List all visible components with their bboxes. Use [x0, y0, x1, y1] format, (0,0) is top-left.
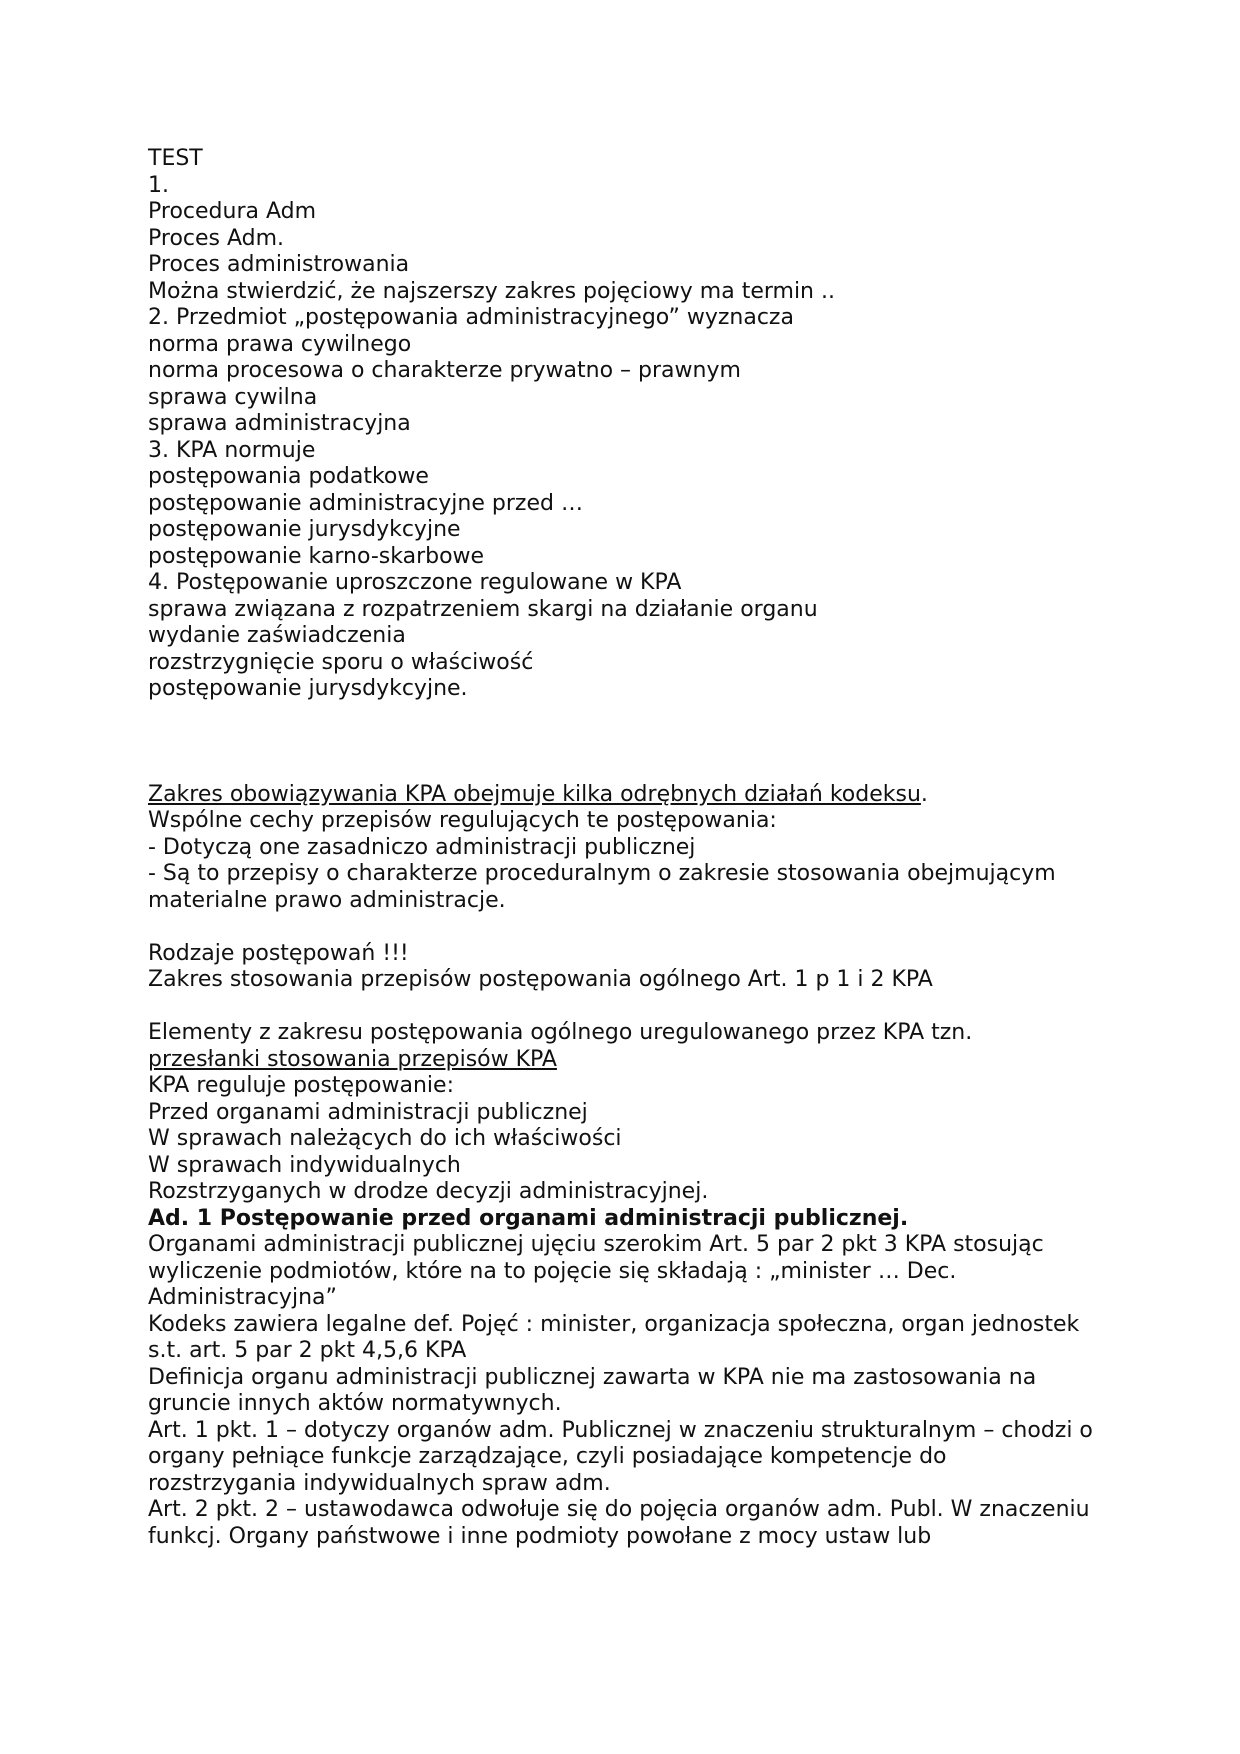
- premises-text: przesłanki stosowania przepisów KPA: [148, 1046, 557, 1072]
- premises-heading: [148, 1047, 1098, 1074]
- body-paragraph: Kodeks zawiera legalne def. Pojęć : minister, organizacja społeczna, organ jednostek s.t. art. 5 par 2 pkt 4,5,6 KPA: [148, 1311, 1080, 1363]
- list-item: W sprawach indywidualnych: [148, 1152, 461, 1178]
- list-item: Przed organami administracji publicznej: [148, 1099, 588, 1125]
- q1-number: 1.: [148, 172, 169, 198]
- body-paragraph: Definicja organu administracji publicznej zawarta w KPA nie ma zastosowania na gruncie innych aktów normatywnych.: [148, 1364, 1037, 1416]
- q2-option: norma prawa cywilnego: [148, 331, 412, 357]
- scope-heading-period: .: [920, 781, 928, 807]
- q3-question: 3. KPA normuje: [148, 437, 316, 463]
- q2-option: norma procesowa o charakterze prywatno – prawnym: [148, 358, 741, 383]
- scope-general: Zakres stosowania przepisów postępowania ogólnego Art. 1 p 1 i 2 KPA: [148, 967, 933, 992]
- q3-option: postępowania podatkowe: [148, 464, 429, 489]
- q3-option: postępowanie administracyjne przed …: [148, 490, 583, 516]
- body-paragraph: Art. 1 pkt. 1 – dotyczy organów adm. Publicznej w znaczeniu strukturalnym – chodzi o organy pełniące funkcje zarządzające, czyli posiadające kompetencje do rozstrzygania indywidualnych spraw adm.: [148, 1417, 1093, 1496]
- q1-option: Proces administrowania: [148, 252, 410, 277]
- q1-option: Procedura Adm: [148, 199, 317, 224]
- q3-option: postępowanie jurysdykcyjne: [148, 517, 461, 542]
- test-title: TEST: [148, 146, 203, 171]
- q4-question: 4. Postępowanie uproszczone regulowane w KPA: [148, 570, 682, 595]
- q4-option: sprawa związana z rozpatrzeniem skargi na działanie organu: [148, 596, 818, 622]
- ad1-heading: Ad. 1 Postępowanie przed organami administracji publicznej.: [148, 1205, 909, 1231]
- q2-option: sprawa cywilna: [148, 384, 318, 410]
- feature-item: - Są to przepisy o charakterze proceduralnym o zakresie stosowania obejmującym materialne prawo administracje.: [148, 861, 1056, 913]
- q1-option: Proces Adm.: [148, 225, 285, 251]
- body-paragraph: Organami administracji publicznej ujęciu szerokim Art. 5 par 2 pkt 3 KPA stosując wyliczenie podmiotów, które na to pojęcie się składają : „minister … Dec. Administracyjna”: [148, 1232, 1044, 1310]
- feature-item: - Dotyczą one zasadniczo administracji publicznej: [148, 834, 696, 860]
- scope-heading: [148, 782, 1098, 809]
- common-features: Wspólne cechy przepisów regulujących te postępowania:: [148, 808, 777, 833]
- body-paragraph: Art. 2 pkt. 2 – ustawodawca odwołuje się do pojęcia organów adm. Publ. W znaczeniu funkcj. Organy państwowe i inne podmioty powołane z mocy ustaw lub: [148, 1497, 1090, 1549]
- kpa-regulates: KPA reguluje postępowanie:: [148, 1073, 454, 1098]
- list-item: W sprawach należących do ich właściwości: [148, 1126, 622, 1151]
- document-page: [148, 146, 1098, 1550]
- q4-option: wydanie zaświadczenia: [148, 623, 406, 648]
- spacer: [148, 703, 1098, 782]
- scope-heading-text: Zakres obowiązywania KPA obejmuje kilka odrębnych działań kodeksu: [148, 781, 921, 807]
- list-item: Rozstrzyganych w drodze decyzji administracyjnej.: [148, 1179, 709, 1204]
- q1-question: Można stwierdzić, że najszerszy zakres pojęciowy ma termin ..: [148, 278, 835, 304]
- q4-option: postępowanie jurysdykcyjne.: [148, 676, 468, 701]
- q2-question: 2. Przedmiot „postępowania administracyjnego” wyznacza: [148, 305, 794, 330]
- spacer: [148, 914, 1098, 941]
- spacer: [148, 994, 1098, 1021]
- q3-option: postępowanie karno-skarbowe: [148, 543, 485, 569]
- q4-option: rozstrzygnięcie sporu o właściwość: [148, 649, 534, 675]
- types-of-proceedings: Rodzaje postępowań !!!: [148, 940, 409, 966]
- q2-option: sprawa administracyjna: [148, 411, 411, 436]
- elements-text: Elementy z zakresu postępowania ogólnego uregulowanego przez KPA tzn.: [148, 1020, 973, 1045]
